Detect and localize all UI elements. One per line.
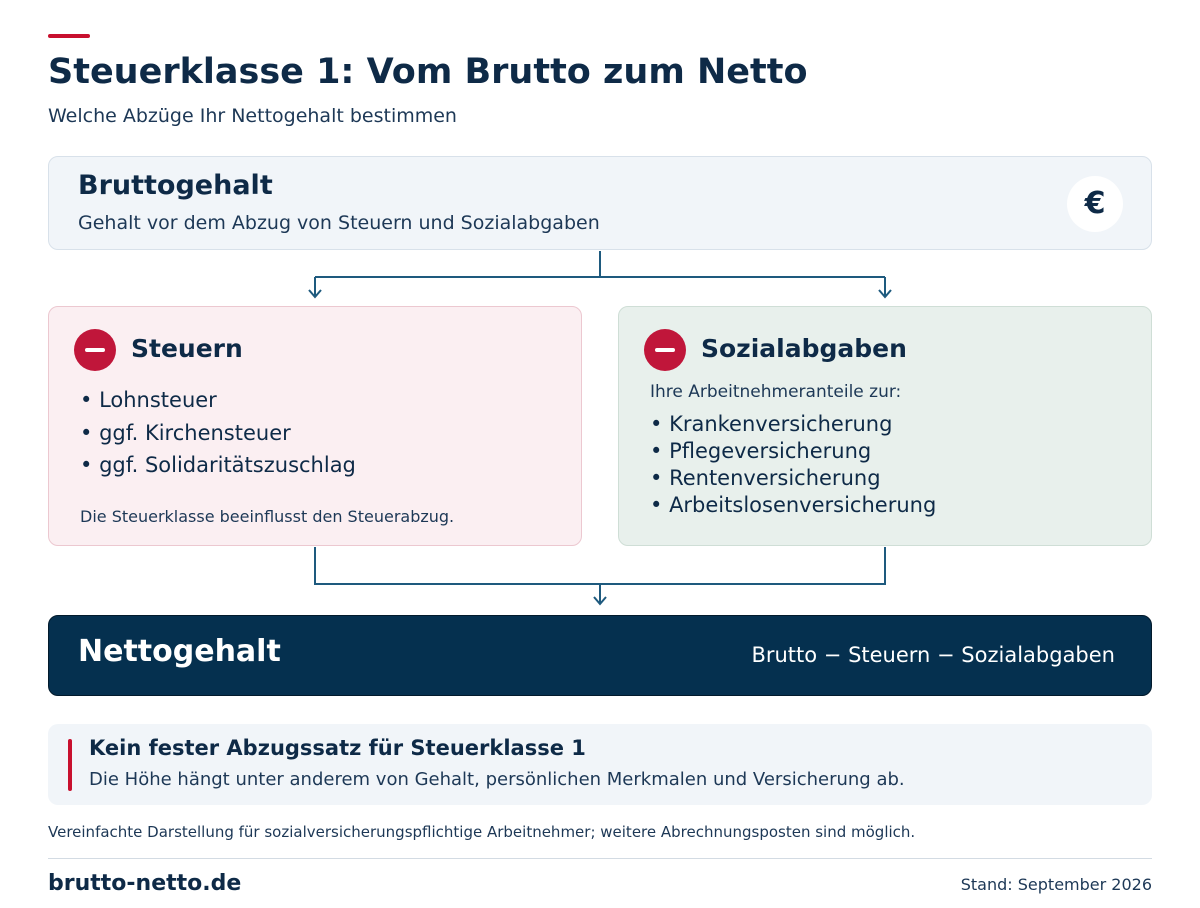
info-title: Kein fester Abzugssatz für Steuerklasse 1	[89, 736, 586, 760]
list-item: • ggf. Kirchensteuer	[80, 417, 356, 450]
page-subtitle: Welche Abzüge Ihr Nettogehalt bestimmen	[48, 105, 457, 127]
sozialabgaben-title: Sozialabgaben	[701, 334, 907, 363]
footer-divider	[48, 858, 1152, 859]
merge-connector	[315, 547, 885, 603]
list-item: • Arbeitslosenversicherung	[650, 492, 936, 519]
steuern-title: Steuern	[131, 334, 243, 363]
list-item: • Rentenversicherung	[650, 465, 936, 492]
info-text: Die Höhe hängt unter anderem von Gehalt, persönlichen Merkmalen und Versicherung ab.	[89, 769, 905, 790]
sozialabgaben-list	[650, 411, 936, 519]
page-title: Steuerklasse 1: Vom Brutto zum Netto	[48, 52, 808, 92]
steuern-list	[80, 384, 356, 482]
steuern-note: Die Steuerklasse beeinflusst den Steuerabzug.	[80, 507, 455, 526]
brutto-description: Gehalt vor dem Abzug von Steuern und Sozialabgaben	[78, 212, 600, 234]
info-accent-bar	[68, 739, 72, 791]
site-name: brutto-netto.de	[48, 871, 242, 896]
minus-circle-icon	[74, 329, 116, 371]
list-item: • Krankenversicherung	[650, 411, 936, 438]
list-item: • Lohnsteuer	[80, 384, 356, 417]
list-item: • Pflegeversicherung	[650, 438, 936, 465]
footnote: Vereinfachte Darstellung für sozialversicherungspflichtige Arbeitnehmer; weitere Abrechnungsposten sind möglich.	[48, 823, 916, 841]
stand-date: Stand: September 2026	[960, 875, 1152, 894]
sozialabgaben-intro: Ihre Arbeitnehmeranteile zur:	[650, 382, 902, 402]
netto-formula: Brutto − Steuern − Sozialabgaben	[751, 643, 1115, 667]
euro-icon: €	[1067, 176, 1123, 232]
brutto-title: Bruttogehalt	[78, 170, 273, 201]
netto-title: Nettogehalt	[78, 634, 281, 669]
list-item: • ggf. Solidaritätszuschlag	[80, 449, 356, 482]
minus-circle-icon	[644, 329, 686, 371]
split-connector	[315, 251, 885, 296]
